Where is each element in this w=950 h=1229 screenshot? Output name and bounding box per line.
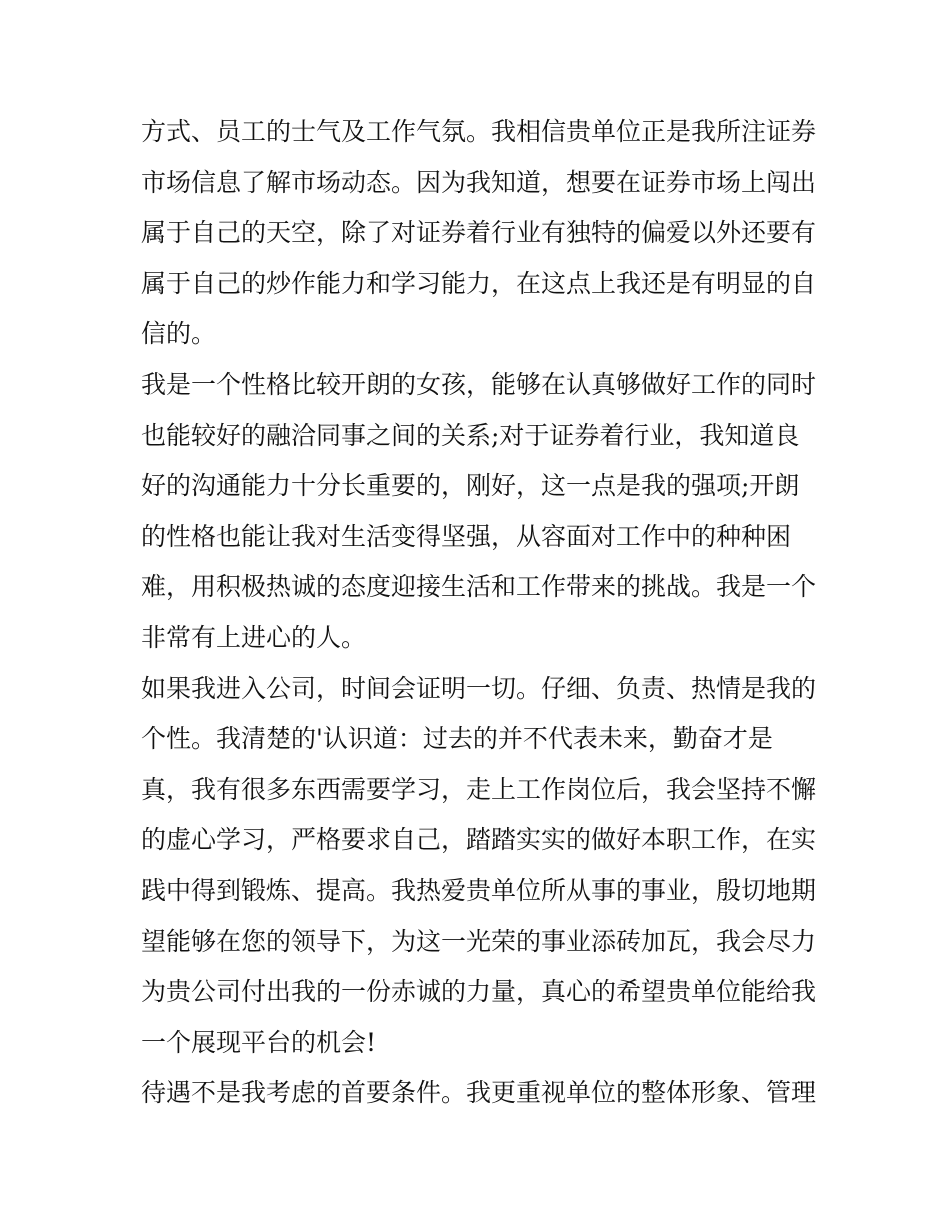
text-line: 待遇不是我考虑的首要条件。我更重视单位的整体形象、管理 — [141, 1078, 817, 1108]
text-line: 信的。 — [141, 319, 217, 349]
text-line: 市场信息了解市场动态。因为我知道，想要在证券市场上闯出 — [141, 167, 817, 197]
text-line: 好的沟通能力十分长重要的，刚好，这一点是我的强项;开朗 — [141, 471, 800, 501]
text-line: 践中得到锻炼、提高。我热爱贵单位所从事的事业，殷切地期 — [141, 875, 817, 905]
text-line: 难，用积极热诚的态度迎接生活和工作带来的挑战。我是一个 — [141, 572, 817, 602]
text-line: 我是一个性格比较开朗的女孩，能够在认真够做好工作的同时 — [141, 369, 817, 399]
text-line: 如果我进入公司，时间会证明一切。仔细、负责、热情是我的 — [141, 673, 817, 703]
text-line: 个性。我清楚的'认识道：过去的并不代表未来，勤奋才是 — [141, 724, 773, 754]
text-line: 也能较好的融洽同事之间的关系;对于证券着行业，我知道良 — [141, 420, 800, 450]
text-line: 方式、员工的士气及工作气氛。我相信贵单位正是我所注证券 — [141, 117, 817, 146]
text-line: 望能够在您的领导下，为这一光荣的事业添砖加瓦，我会尽力 — [141, 926, 817, 956]
body-text — [141, 107, 831, 1119]
text-line: 非常有上进心的人。 — [141, 622, 367, 652]
text-line: 的虚心学习，严格要求自己，踏踏实实的做好本职工作，在实 — [141, 825, 817, 855]
text-line: 属于自己的天空，除了对证券着行业有独特的偏爱以外还要有 — [141, 218, 817, 248]
text-line: 为贵公司付出我的一份赤诚的力量，真心的希望贵单位能给我 — [141, 977, 817, 1007]
text-line: 真，我有很多东西需要学习，走上工作岗位后，我会坚持不懈 — [141, 774, 817, 804]
text-line: 一个展现平台的机会! — [141, 1027, 377, 1057]
text-line: 的性格也能让我对生活变得坚强，从容面对工作中的种种困 — [141, 521, 792, 551]
text-line: 属于自己的炒作能力和学习能力，在这点上我还是有明显的自 — [141, 268, 817, 298]
